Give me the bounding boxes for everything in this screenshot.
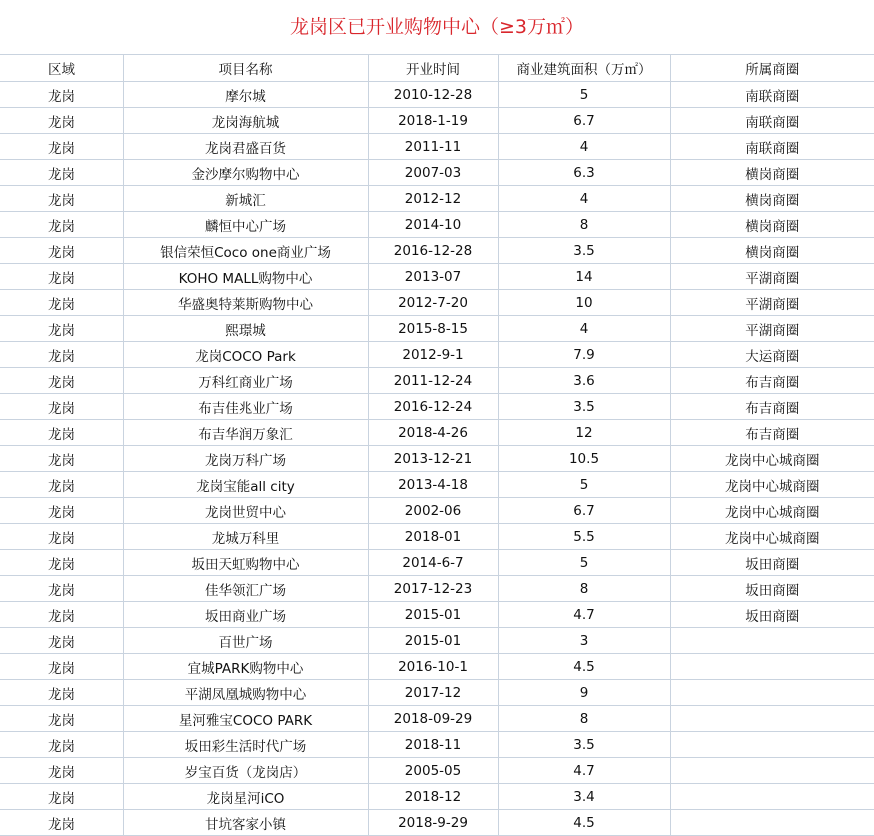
cell-project-name: 银信荣恒Coco one商业广场 — [123, 238, 368, 264]
cell-project-name: 龙岗万科广场 — [123, 446, 368, 472]
table-row — [0, 628, 874, 654]
cell-district: 龙岗 — [0, 160, 123, 186]
cell-district: 龙岗 — [0, 446, 123, 472]
table-row — [0, 446, 874, 472]
cell-district: 龙岗 — [0, 134, 123, 160]
cell-area: 4.7 — [498, 758, 670, 784]
cell-district: 龙岗 — [0, 472, 123, 498]
cell-area: 14 — [498, 264, 670, 290]
cell-district: 龙岗 — [0, 732, 123, 758]
header-business-circle: 所属商圈 — [670, 55, 874, 82]
cell-area: 9 — [498, 680, 670, 706]
cell-project-name: 岁宝百货（龙岗店） — [123, 758, 368, 784]
cell-area: 5 — [498, 82, 670, 108]
cell-district: 龙岗 — [0, 264, 123, 290]
cell-project-name: 百世广场 — [123, 628, 368, 654]
cell-business-circle: 布吉商圈 — [670, 394, 874, 420]
cell-business-circle: 横岗商圈 — [670, 238, 874, 264]
cell-area: 12 — [498, 420, 670, 446]
cell-business-circle — [670, 680, 874, 706]
table-row — [0, 368, 874, 394]
cell-business-circle — [670, 758, 874, 784]
cell-district: 龙岗 — [0, 576, 123, 602]
table-row — [0, 706, 874, 732]
cell-district: 龙岗 — [0, 316, 123, 342]
cell-business-circle: 龙岗中心城商圈 — [670, 446, 874, 472]
cell-area: 4 — [498, 186, 670, 212]
table-row — [0, 654, 874, 680]
cell-project-name: 龙岗世贸中心 — [123, 498, 368, 524]
table-row — [0, 472, 874, 498]
cell-project-name: 布吉华润万象汇 — [123, 420, 368, 446]
cell-project-name: 星河雅宝COCO PARK — [123, 706, 368, 732]
cell-business-circle — [670, 810, 874, 836]
table-row — [0, 238, 874, 264]
cell-area: 3 — [498, 628, 670, 654]
cell-business-circle: 龙岗中心城商圈 — [670, 472, 874, 498]
cell-project-name: 平湖凤凰城购物中心 — [123, 680, 368, 706]
cell-business-circle: 坂田商圈 — [670, 602, 874, 628]
cell-area: 7.9 — [498, 342, 670, 368]
cell-area: 4.5 — [498, 654, 670, 680]
cell-project-name: 金沙摩尔购物中心 — [123, 160, 368, 186]
cell-district: 龙岗 — [0, 420, 123, 446]
cell-area: 5 — [498, 550, 670, 576]
cell-district: 龙岗 — [0, 290, 123, 316]
cell-area: 5.5 — [498, 524, 670, 550]
cell-open-date: 2013-4-18 — [368, 472, 498, 498]
cell-open-date: 2013-07 — [368, 264, 498, 290]
cell-business-circle — [670, 784, 874, 810]
cell-district: 龙岗 — [0, 550, 123, 576]
cell-area: 5 — [498, 472, 670, 498]
cell-open-date: 2018-1-19 — [368, 108, 498, 134]
cell-open-date: 2018-11 — [368, 732, 498, 758]
cell-open-date: 2011-11 — [368, 134, 498, 160]
table-row — [0, 758, 874, 784]
cell-open-date: 2018-12 — [368, 784, 498, 810]
cell-business-circle: 布吉商圈 — [670, 420, 874, 446]
cell-business-circle: 龙岗中心城商圈 — [670, 498, 874, 524]
cell-area: 3.5 — [498, 238, 670, 264]
cell-area: 4 — [498, 316, 670, 342]
cell-open-date: 2005-05 — [368, 758, 498, 784]
cell-district: 龙岗 — [0, 394, 123, 420]
cell-district: 龙岗 — [0, 602, 123, 628]
cell-area: 3.4 — [498, 784, 670, 810]
cell-business-circle: 南联商圈 — [670, 108, 874, 134]
table-row — [0, 290, 874, 316]
table-row — [0, 394, 874, 420]
cell-district: 龙岗 — [0, 238, 123, 264]
table-row — [0, 602, 874, 628]
cell-district: 龙岗 — [0, 212, 123, 238]
cell-project-name: 龙岗星河iCO — [123, 784, 368, 810]
cell-project-name: 龙岗君盛百货 — [123, 134, 368, 160]
cell-project-name: 坂田彩生活时代广场 — [123, 732, 368, 758]
cell-district: 龙岗 — [0, 108, 123, 134]
cell-area: 3.5 — [498, 394, 670, 420]
cell-project-name: 新城汇 — [123, 186, 368, 212]
table-row — [0, 160, 874, 186]
cell-area: 6.3 — [498, 160, 670, 186]
cell-district: 龙岗 — [0, 368, 123, 394]
header-project-name: 项目名称 — [123, 55, 368, 82]
table-row — [0, 810, 874, 836]
cell-business-circle: 坂田商圈 — [670, 576, 874, 602]
cell-district: 龙岗 — [0, 82, 123, 108]
cell-project-name: 麟恒中心广场 — [123, 212, 368, 238]
cell-area: 3.6 — [498, 368, 670, 394]
table-row — [0, 186, 874, 212]
cell-area: 8 — [498, 212, 670, 238]
table-row — [0, 680, 874, 706]
cell-business-circle — [670, 706, 874, 732]
header-district: 区域 — [0, 55, 123, 82]
header-open-date: 开业时间 — [368, 55, 498, 82]
cell-business-circle: 平湖商圈 — [670, 264, 874, 290]
cell-project-name: 佳华领汇广场 — [123, 576, 368, 602]
table-row — [0, 524, 874, 550]
cell-area: 4.7 — [498, 602, 670, 628]
table-row — [0, 82, 874, 108]
table-title: 龙岗区已开业购物中心（≥3万㎡） — [289, 16, 584, 38]
cell-business-circle: 龙岗中心城商圈 — [670, 524, 874, 550]
cell-open-date: 2018-9-29 — [368, 810, 498, 836]
cell-open-date: 2015-01 — [368, 628, 498, 654]
table-row — [0, 732, 874, 758]
cell-open-date: 2014-6-7 — [368, 550, 498, 576]
cell-business-circle: 平湖商圈 — [670, 290, 874, 316]
table-row — [0, 420, 874, 446]
cell-business-circle: 平湖商圈 — [670, 316, 874, 342]
cell-open-date: 2014-10 — [368, 212, 498, 238]
cell-open-date: 2016-12-28 — [368, 238, 498, 264]
cell-area: 10.5 — [498, 446, 670, 472]
cell-district: 龙岗 — [0, 342, 123, 368]
table-row — [0, 134, 874, 160]
cell-project-name: 坂田商业广场 — [123, 602, 368, 628]
cell-area: 8 — [498, 576, 670, 602]
cell-business-circle: 坂田商圈 — [670, 550, 874, 576]
cell-project-name: 熙璟城 — [123, 316, 368, 342]
cell-district: 龙岗 — [0, 628, 123, 654]
cell-business-circle — [670, 732, 874, 758]
cell-open-date: 2016-12-24 — [368, 394, 498, 420]
cell-open-date: 2012-9-1 — [368, 342, 498, 368]
cell-business-circle: 横岗商圈 — [670, 160, 874, 186]
cell-area: 6.7 — [498, 108, 670, 134]
cell-business-circle: 大运商圈 — [670, 342, 874, 368]
header-row — [0, 55, 874, 82]
cell-district: 龙岗 — [0, 706, 123, 732]
cell-open-date: 2011-12-24 — [368, 368, 498, 394]
cell-business-circle: 布吉商圈 — [670, 368, 874, 394]
cell-project-name: 龙城万科里 — [123, 524, 368, 550]
cell-project-name: 摩尔城 — [123, 82, 368, 108]
cell-district: 龙岗 — [0, 524, 123, 550]
cell-open-date: 2010-12-28 — [368, 82, 498, 108]
cell-open-date: 2018-09-29 — [368, 706, 498, 732]
cell-district: 龙岗 — [0, 758, 123, 784]
table-row — [0, 342, 874, 368]
cell-open-date: 2017-12 — [368, 680, 498, 706]
cell-open-date: 2018-4-26 — [368, 420, 498, 446]
cell-area: 3.5 — [498, 732, 670, 758]
cell-open-date: 2002-06 — [368, 498, 498, 524]
cell-open-date: 2013-12-21 — [368, 446, 498, 472]
table-row — [0, 550, 874, 576]
cell-project-name: 万科红商业广场 — [123, 368, 368, 394]
cell-project-name: KOHO MALL购物中心 — [123, 264, 368, 290]
cell-business-circle: 横岗商圈 — [670, 212, 874, 238]
cell-area: 4 — [498, 134, 670, 160]
cell-open-date: 2012-12 — [368, 186, 498, 212]
cell-project-name: 龙岗宝能all city — [123, 472, 368, 498]
cell-district: 龙岗 — [0, 784, 123, 810]
cell-open-date: 2012-7-20 — [368, 290, 498, 316]
cell-business-circle: 横岗商圈 — [670, 186, 874, 212]
cell-open-date: 2015-8-15 — [368, 316, 498, 342]
cell-project-name: 宜城PARK购物中心 — [123, 654, 368, 680]
table-row — [0, 784, 874, 810]
cell-project-name: 龙岗COCO Park — [123, 342, 368, 368]
shopping-center-table — [0, 54, 874, 836]
cell-project-name: 布吉佳兆业广场 — [123, 394, 368, 420]
cell-project-name: 甘坑客家小镇 — [123, 810, 368, 836]
cell-open-date: 2015-01 — [368, 602, 498, 628]
cell-district: 龙岗 — [0, 810, 123, 836]
cell-district: 龙岗 — [0, 498, 123, 524]
cell-business-circle: 南联商圈 — [670, 134, 874, 160]
table-row — [0, 264, 874, 290]
header-area: 商业建筑面积（万㎡） — [498, 55, 670, 82]
table-row — [0, 212, 874, 238]
table-row — [0, 108, 874, 134]
table-row — [0, 316, 874, 342]
table-row — [0, 576, 874, 602]
cell-project-name: 华盛奥特莱斯购物中心 — [123, 290, 368, 316]
cell-open-date: 2016-10-1 — [368, 654, 498, 680]
cell-open-date: 2007-03 — [368, 160, 498, 186]
cell-area: 8 — [498, 706, 670, 732]
cell-open-date: 2017-12-23 — [368, 576, 498, 602]
cell-business-circle: 南联商圈 — [670, 82, 874, 108]
cell-district: 龙岗 — [0, 186, 123, 212]
cell-project-name: 龙岗海航城 — [123, 108, 368, 134]
cell-business-circle — [670, 628, 874, 654]
cell-district: 龙岗 — [0, 654, 123, 680]
cell-open-date: 2018-01 — [368, 524, 498, 550]
cell-area: 6.7 — [498, 498, 670, 524]
cell-area: 10 — [498, 290, 670, 316]
cell-business-circle — [670, 654, 874, 680]
table-row — [0, 498, 874, 524]
cell-project-name: 坂田天虹购物中心 — [123, 550, 368, 576]
cell-area: 4.5 — [498, 810, 670, 836]
cell-district: 龙岗 — [0, 680, 123, 706]
